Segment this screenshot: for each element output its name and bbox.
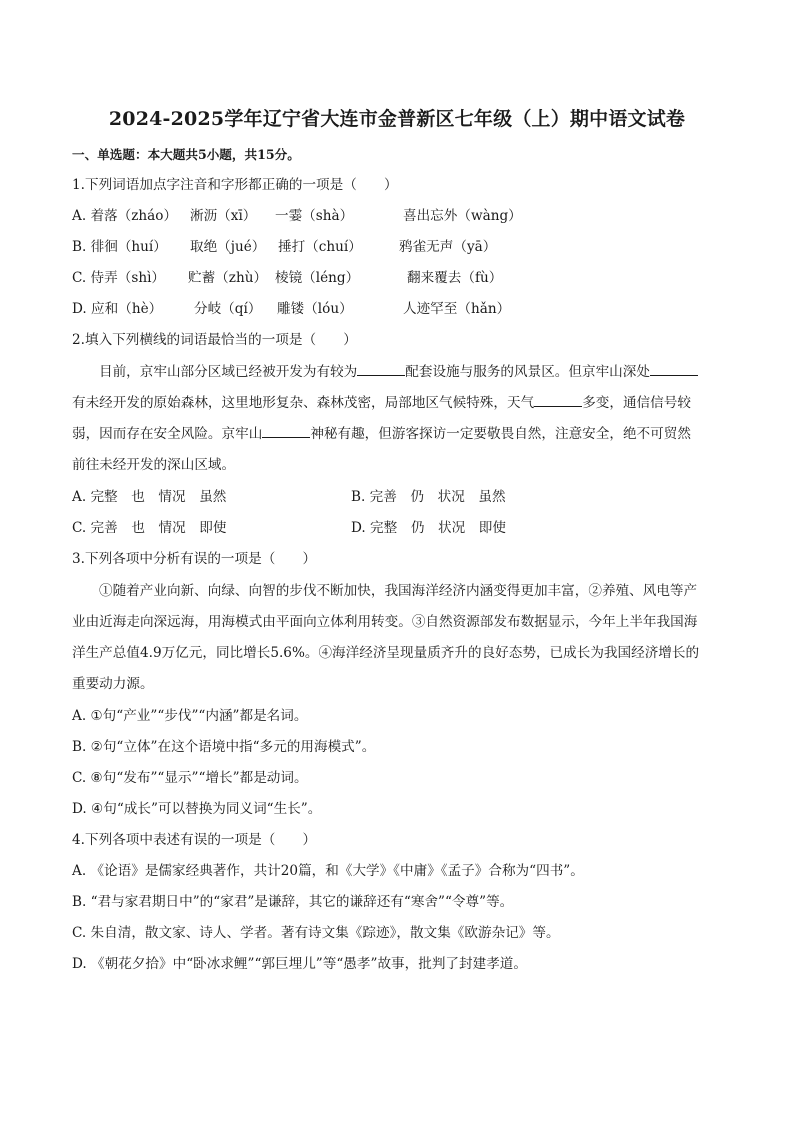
question-2-stem: 2.填入下列横线的词语最恰当的一项是（ ） [72,332,357,348]
exam-title: 2024-2025学年辽宁省大连市金普新区七年级（上）期中语文试卷 [108,108,686,130]
question-3-option-a: A. ①句“产业”“步伐”“内涵”都是名词。 [72,708,308,724]
fill-blank [262,423,310,438]
option-d-word-1: D. 应和（hè） [72,301,163,317]
option-b-word-2: 取绝（jué） [190,239,266,255]
question-2-option-b: B. 完善 仍 状况 虽然 [351,489,506,505]
passage-text: 多变，通信信号较 [582,395,691,411]
passage-text: 前往未经开发的深山区域。 [72,457,236,473]
fill-blank [650,361,698,376]
question-3-option-b: B. ②句“立体”在这个语境中指“多元的用海模式”。 [72,739,376,755]
passage-text: ①随着产业向新、向绿、向智的步伐不断加快，我国海洋经济内涵变得更加丰富，②养殖、风电等产 [99,583,698,599]
option-a-word-4: 喜出忘外（wàng） [403,208,522,224]
passage-text: 有未经开发的原始森林，这里地形复杂、森林茂密，局部地区气候特殊，天气 [72,395,535,411]
question-4-option-d: D. 《朝花夕拾》中“卧冰求鲤”“郭巨埋儿”等“愚孝”故事，批判了封建孝道。 [72,956,527,972]
passage-text: 弱，因而存在安全风险。京牢山 [72,426,263,442]
option-a-word-1: A. 着落（zháo） [72,208,178,224]
question-3-passage [72,576,722,700]
question-3-stem: 3.下列各项中分析有误的一项是（ ） [72,551,317,567]
question-4-option-c: C. 朱自清，散文家、诗人、学者。著有诗文集《踪迹》，散文集《欧游杂记》等。 [72,925,560,941]
option-a-word-3: 一霎（shà） [275,208,354,224]
question-3-option-c: C. ⑧句“发布”“显示”“增长”都是动词。 [72,770,308,786]
section-heading: 一、单选题：本大题共5小题，共15分。 [72,147,300,162]
passage-text: 业由近海走向深远海，用海模式由平面向立体利用转变。③自然资源部发布数据显示，今年上半年我国海 [72,614,698,630]
question-2-option-a: A. 完整 也 情况 虽然 [72,489,227,505]
option-c-word-1: C. 侍弄（shì） [72,270,166,286]
fill-blank [357,361,405,376]
option-c-word-3: 棱镜（léng） [275,270,360,286]
passage-text: 神秘有趣，但游客探访一定要敬畏自然，注意安全，绝不可贸然 [310,426,691,442]
option-b-word-1: B. 徘徊（huí） [72,239,167,255]
option-d-word-3: 雕镂（lóu） [277,301,353,317]
question-3-option-d: D. ④句“成长”可以替换为同义词“生长”。 [72,801,322,817]
option-d-word-2: 分岐（qí） [194,301,262,317]
option-c-word-4: 翻来覆去（fù） [407,270,503,286]
question-1-stem: 1.下列词语加点字注音和字形都正确的一项是（ ） [72,177,398,193]
option-c-word-2: 贮蓄（zhù） [188,270,268,286]
option-b-word-3: 捶打（chuí） [278,239,362,255]
question-4-stem: 4.下列各项中表述有误的一项是（ ） [72,832,317,848]
question-4-option-a: A. 《论语》是儒家经典著作，共计20篇，和《大学》《中庸》《孟子》合称为“四书”。 [72,863,584,879]
fill-blank [534,392,582,407]
question-2-passage [72,357,722,481]
passage-text: 洋生产总值4.9万亿元，同比增长5.6%。④海洋经济呈现量质齐升的良好态势，已成长为我国经济增长的 [72,645,700,661]
passage-text: 配套设施与服务的风景区。但京牢山深处 [405,364,650,380]
question-2-option-d: D. 完整 仍 状况 即使 [351,520,506,536]
option-b-word-4: 鸦雀无声（yā） [399,239,497,255]
passage-text: 目前，京牢山部分区域已经被开发为有较为 [99,364,358,380]
option-a-word-2: 淅沥（xī） [190,208,257,224]
passage-text: 重要动力源。 [72,676,154,692]
question-4-option-b: B. “君与家君期日中”的“家君”是谦辞，其它的谦辞还有“寒舍”“令尊”等。 [72,894,514,910]
question-2-option-c: C. 完善 也 情况 即使 [72,520,227,536]
option-d-word-4: 人迹罕至（hǎn） [403,301,511,317]
